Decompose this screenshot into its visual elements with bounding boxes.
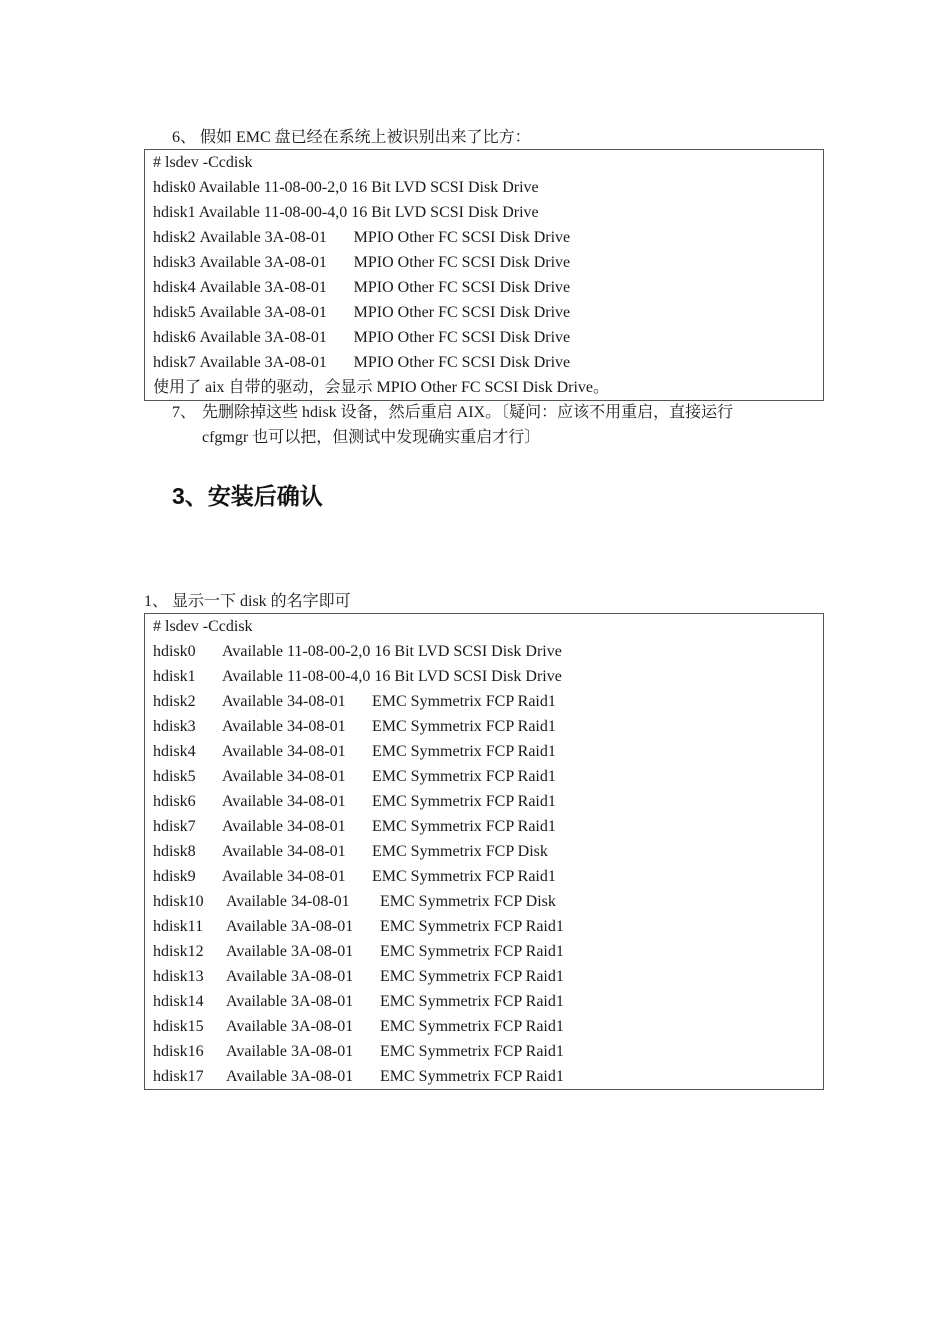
disk-status: Available 34-08-01 [222, 693, 346, 710]
disk-name: hdisk12 [153, 943, 204, 960]
table-row [145, 739, 823, 764]
disk-description: EMC Symmetrix FCP Raid1 [372, 768, 556, 785]
table-row [145, 1064, 823, 1089]
table-row [145, 639, 823, 664]
disk-description: EMC Symmetrix FCP Raid1 [380, 1068, 564, 1085]
disk-description: EMC Symmetrix FCP Raid1 [380, 1018, 564, 1035]
box1-row: hdisk6 Available 3A-08-01 MPIO Other FC SCSI Disk Drive [153, 329, 571, 346]
table-row [145, 1039, 823, 1064]
disk-name: hdisk5 [153, 768, 196, 785]
disk-name: hdisk14 [153, 993, 204, 1010]
disk-description: EMC Symmetrix FCP Raid1 [372, 693, 556, 710]
box1-row: hdisk5 Available 3A-08-01 MPIO Other FC SCSI Disk Drive [153, 304, 571, 321]
box1-row: hdisk7 Available 3A-08-01 MPIO Other FC SCSI Disk Drive [153, 354, 571, 371]
disk-description: EMC Symmetrix FCP Raid1 [380, 1043, 564, 1060]
command-line: # lsdev -Ccdisk [153, 154, 253, 171]
disk-status: Available 11-08-00-2,0 16 Bit LVD SCSI Disk Drive [222, 643, 562, 660]
lsdev-output-box-1 [144, 149, 824, 401]
disk-name: hdisk2 [153, 693, 196, 710]
disk-status: Available 34-08-01 [222, 743, 346, 760]
box1-note: 使用了 aix 自带的驱动，会显示 MPIO Other FC SCSI Disk Drive。 [153, 379, 610, 396]
disk-name: hdisk10 [153, 893, 204, 910]
disk-description: EMC Symmetrix FCP Disk [380, 893, 556, 910]
disk-status: Available 11-08-00-4,0 16 Bit LVD SCSI Disk Drive [222, 668, 562, 685]
disk-status: Available 3A-08-01 [226, 1068, 354, 1085]
box1-row: hdisk2 Available 3A-08-01 MPIO Other FC SCSI Disk Drive [153, 229, 571, 246]
disk-name: hdisk9 [153, 868, 196, 885]
disk-status: Available 34-08-01 [222, 868, 346, 885]
box1-row: hdisk3 Available 3A-08-01 MPIO Other FC SCSI Disk Drive [153, 254, 571, 271]
disk-description: EMC Symmetrix FCP Raid1 [372, 743, 556, 760]
disk-status: Available 34-08-01 [222, 718, 346, 735]
disk-description: EMC Symmetrix FCP Raid1 [372, 868, 556, 885]
disk-name: hdisk15 [153, 1018, 204, 1035]
table-row [145, 814, 823, 839]
disk-description: EMC Symmetrix FCP Disk [372, 843, 548, 860]
disk-name: hdisk11 [153, 918, 204, 935]
lsdev-output-box-2 [144, 613, 824, 1090]
disk-status: Available 3A-08-01 [226, 918, 354, 935]
table-row [145, 764, 823, 789]
item7-paragraph [172, 400, 808, 450]
disk-status: Available 34-08-01 [222, 793, 346, 810]
table-row [145, 714, 823, 739]
command-line: # lsdev -Ccdisk [153, 618, 253, 635]
table-row [145, 664, 823, 689]
disk-status: Available 34-08-01 [222, 818, 346, 835]
disk-description: EMC Symmetrix FCP Raid1 [372, 718, 556, 735]
table-row [145, 964, 823, 989]
table-row [145, 789, 823, 814]
disk-name: hdisk3 [153, 718, 196, 735]
table-row [145, 1014, 823, 1039]
disk-description: EMC Symmetrix FCP Raid1 [380, 918, 564, 935]
disk-description: EMC Symmetrix FCP Raid1 [372, 793, 556, 810]
item7-number: 7、 [172, 404, 197, 421]
item7-line2: cfgmgr 也可以把，但测试中发现确实重启才行〕 [202, 429, 541, 446]
disk-name: hdisk0 [153, 643, 196, 660]
disk-name: hdisk16 [153, 1043, 204, 1060]
table-row [145, 989, 823, 1014]
disk-status: Available 3A-08-01 [226, 943, 354, 960]
box1-row: hdisk4 Available 3A-08-01 MPIO Other FC SCSI Disk Drive [153, 279, 571, 296]
disk-name: hdisk1 [153, 668, 196, 685]
table-row [145, 914, 823, 939]
disk-name: hdisk13 [153, 968, 204, 985]
disk-name: hdisk4 [153, 743, 196, 760]
disk-description: EMC Symmetrix FCP Raid1 [380, 968, 564, 985]
disk-status: Available 3A-08-01 [226, 968, 354, 985]
disk-name: hdisk7 [153, 818, 196, 835]
disk-description: EMC Symmetrix FCP Raid1 [380, 993, 564, 1010]
item1-text: 1、 显示一下 disk 的名字即可 [144, 593, 351, 610]
table-row [145, 939, 823, 964]
disk-status: Available 3A-08-01 [226, 1043, 354, 1060]
disk-description: EMC Symmetrix FCP Raid1 [380, 943, 564, 960]
disk-status: Available 3A-08-01 [226, 993, 354, 1010]
disk-status: Available 34-08-01 [226, 893, 350, 910]
box1-row: hdisk0 Available 11-08-00-2,0 16 Bit LVD SCSI Disk Drive [153, 179, 539, 196]
disk-status: Available 3A-08-01 [226, 1018, 354, 1035]
box1-row: hdisk1 Available 11-08-00-4,0 16 Bit LVD SCSI Disk Drive [153, 204, 539, 221]
item7-line1: 先删除掉这些 hdisk 设备，然后重启 AIX。〔疑问：应该不用重启，直接运行 [202, 404, 734, 421]
disk-name: hdisk17 [153, 1068, 204, 1085]
disk-status: Available 34-08-01 [222, 843, 346, 860]
table-row [145, 864, 823, 889]
disk-name: hdisk8 [153, 843, 196, 860]
item6-text: 6、 假如 EMC 盘已经在系统上被识别出来了比方： [172, 129, 531, 146]
table-row [145, 839, 823, 864]
disk-description: EMC Symmetrix FCP Raid1 [372, 818, 556, 835]
disk-status: Available 34-08-01 [222, 768, 346, 785]
section-heading: 3、安装后确认 [172, 483, 323, 509]
table-row [145, 689, 823, 714]
table-row [145, 889, 823, 914]
box2-rows [145, 639, 823, 1089]
disk-name: hdisk6 [153, 793, 196, 810]
